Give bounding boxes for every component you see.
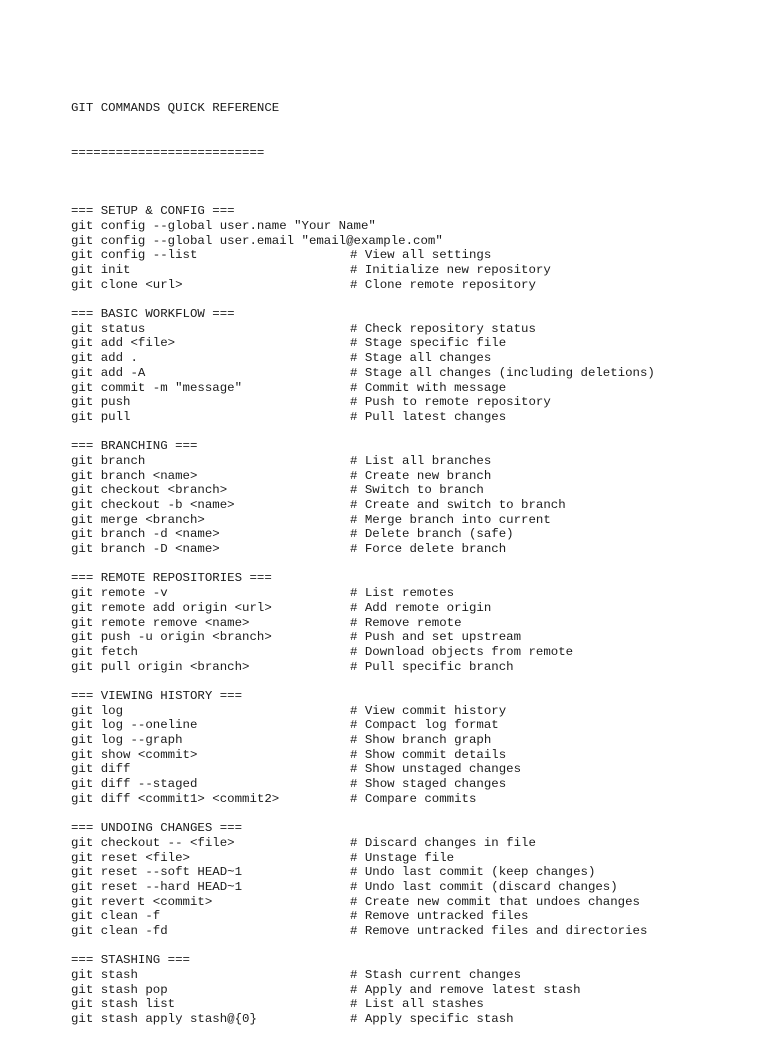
command-row [71, 851, 655, 866]
command-comment: # Compare commits [350, 791, 477, 806]
command-text: git push -u origin <branch> [71, 630, 272, 645]
command-text: git reset --soft HEAD~1 [71, 865, 243, 880]
command-text: git clean -f [71, 909, 161, 924]
blank-line [71, 425, 655, 440]
command-row [71, 983, 655, 998]
command-text: git checkout <branch> [71, 483, 228, 498]
command-row [71, 704, 655, 719]
command-row [71, 792, 655, 807]
command-comment: # Undo last commit (discard changes) [350, 879, 618, 894]
title-underline: ========================== [71, 145, 265, 160]
command-row [71, 718, 655, 733]
command-row [71, 924, 655, 939]
command-comment: # Merge branch into current [350, 512, 551, 527]
command-row [71, 381, 655, 396]
command-text: git stash pop [71, 982, 168, 997]
command-text: git status [71, 321, 146, 336]
command-row [71, 997, 655, 1012]
command-comment: # Create new branch [350, 468, 492, 483]
command-comment: # Push to remote repository [350, 395, 551, 410]
command-row [71, 762, 655, 777]
command-row [71, 410, 655, 425]
command-row [71, 527, 655, 542]
command-row [71, 733, 655, 748]
command-comment: # Create new commit that undoes changes [350, 894, 640, 909]
blank-line [71, 806, 655, 821]
command-text: git log --graph [71, 733, 183, 748]
sections-container [71, 190, 655, 1027]
command-row [71, 601, 655, 616]
command-row [71, 513, 655, 528]
command-comment: # Check repository status [350, 321, 536, 336]
command-text: git config --global user.name "Your Name" [71, 218, 376, 233]
command-comment: # Delete branch (safe) [350, 527, 514, 542]
command-text: git checkout -- <file> [71, 835, 235, 850]
command-row [71, 322, 655, 337]
command-text: git revert <commit> [71, 894, 213, 909]
command-comment: # Pull specific branch [350, 659, 514, 674]
command-comment: # Push and set upstream [350, 630, 522, 645]
command-text: git branch <name> [71, 468, 198, 483]
command-row [71, 586, 655, 601]
command-row [71, 366, 655, 381]
blank-line [71, 292, 655, 307]
command-text: git pull [71, 409, 131, 424]
command-text: git push [71, 395, 131, 410]
blank-line [71, 674, 655, 689]
command-row [71, 660, 655, 675]
section-heading: === BRANCHING === [71, 439, 198, 454]
command-text: git branch [71, 453, 146, 468]
command-comment: # List all stashes [350, 997, 484, 1012]
command-comment: # Apply and remove latest stash [350, 982, 581, 997]
command-text: git remote -v [71, 586, 168, 601]
command-comment: # Download objects from remote [350, 644, 574, 659]
command-row [71, 351, 655, 366]
command-comment: # Stash current changes [350, 968, 522, 983]
command-row [71, 219, 655, 234]
command-comment: # View commit history [350, 703, 507, 718]
command-row [71, 336, 655, 351]
command-text: git init [71, 263, 131, 278]
command-text: git fetch [71, 644, 138, 659]
command-comment: # Stage all changes (including deletions) [350, 365, 655, 380]
command-comment: # List remotes [350, 586, 455, 601]
command-comment: # Stage specific file [350, 336, 507, 351]
section-heading: === UNDOING CHANGES === [71, 821, 243, 836]
command-row [71, 630, 655, 645]
command-text: git remote add origin <url> [71, 600, 272, 615]
command-comment: # Remove remote [350, 615, 462, 630]
command-comment: # Unstage file [350, 850, 455, 865]
blank-line [71, 939, 655, 954]
command-text: git config --list [71, 248, 198, 263]
section-heading: === VIEWING HISTORY === [71, 688, 243, 703]
command-comment: # Show branch graph [350, 733, 492, 748]
command-text: git diff <commit1> <commit2> [71, 791, 280, 806]
command-comment: # Show unstaged changes [350, 762, 522, 777]
command-text: git pull origin <branch> [71, 659, 250, 674]
command-row [71, 263, 655, 278]
command-comment: # Switch to branch [350, 483, 484, 498]
command-row [71, 542, 655, 557]
command-text: git merge <branch> [71, 512, 205, 527]
command-row [71, 1012, 655, 1027]
section-heading: === SETUP & CONFIG === [71, 204, 235, 219]
command-comment: # List all branches [350, 453, 492, 468]
command-row [71, 248, 655, 263]
command-row [71, 880, 655, 895]
command-comment: # Force delete branch [350, 542, 507, 557]
command-row [71, 483, 655, 498]
command-row [71, 469, 655, 484]
command-text: git remote remove <name> [71, 615, 250, 630]
command-comment: # Remove untracked files [350, 909, 529, 924]
section-heading: === BASIC WORKFLOW === [71, 307, 235, 322]
command-comment: # Discard changes in file [350, 835, 536, 850]
command-row [71, 777, 655, 792]
command-text: git add . [71, 351, 138, 366]
command-comment: # Apply specific stash [350, 1012, 514, 1027]
command-text: git log [71, 703, 124, 718]
command-text: git config --global user.email "email@example.com" [71, 233, 443, 248]
command-row [71, 748, 655, 763]
command-row [71, 836, 655, 851]
command-comment: # Pull latest changes [350, 409, 507, 424]
command-comment: # Compact log format [350, 718, 499, 733]
command-row [71, 895, 655, 910]
command-text: git show <commit> [71, 747, 198, 762]
command-comment: # Initialize new repository [350, 263, 551, 278]
blank-line [71, 190, 655, 205]
command-text: git diff --staged [71, 777, 198, 792]
command-row [71, 498, 655, 513]
command-comment: # Undo last commit (keep changes) [350, 865, 596, 880]
blank-line [71, 557, 655, 572]
command-text: git clone <url> [71, 277, 183, 292]
command-text: git add -A [71, 365, 146, 380]
command-text: git diff [71, 762, 131, 777]
section-heading: === STASHING === [71, 953, 190, 968]
command-comment: # View all settings [350, 248, 492, 263]
command-row [71, 234, 655, 249]
command-comment: # Clone remote repository [350, 277, 536, 292]
command-text: git clean -fd [71, 923, 168, 938]
document-page [71, 72, 655, 1041]
command-text: git checkout -b <name> [71, 498, 235, 513]
command-text: git reset <file> [71, 850, 190, 865]
command-row [71, 865, 655, 880]
command-text: git stash apply stash@{0} [71, 1012, 257, 1027]
command-comment: # Stage all changes [350, 351, 492, 366]
command-comment: # Show staged changes [350, 777, 507, 792]
command-text: git branch -D <name> [71, 542, 220, 557]
command-row [71, 616, 655, 631]
command-text: git add <file> [71, 336, 176, 351]
command-row [71, 278, 655, 293]
document-title: GIT COMMANDS QUICK REFERENCE [71, 101, 280, 116]
command-comment: # Add remote origin [350, 600, 492, 615]
command-row [71, 968, 655, 983]
command-comment: # Create and switch to branch [350, 498, 566, 513]
command-text: git branch -d <name> [71, 527, 220, 542]
command-text: git commit -m "message" [71, 380, 243, 395]
command-row [71, 645, 655, 660]
command-row [71, 454, 655, 469]
command-row [71, 395, 655, 410]
command-text: git stash [71, 968, 138, 983]
command-comment: # Show commit details [350, 747, 507, 762]
command-comment: # Remove untracked files and directories [350, 923, 648, 938]
command-text: git stash list [71, 997, 176, 1012]
command-text: git reset --hard HEAD~1 [71, 879, 243, 894]
section-heading: === REMOTE REPOSITORIES === [71, 571, 272, 586]
command-comment: # Commit with message [350, 380, 507, 395]
command-row [71, 909, 655, 924]
command-text: git log --oneline [71, 718, 198, 733]
